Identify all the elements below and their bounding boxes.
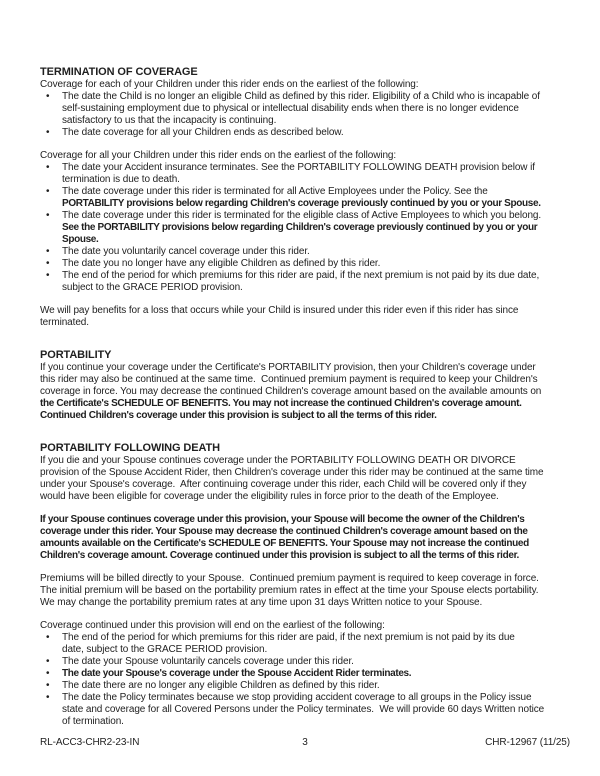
paragraph: [40, 573, 572, 609]
text-line: • The date your Spouse's coverage under the Spouse Accident Rider terminates.: [62, 668, 412, 679]
text-line: terminated.: [40, 317, 89, 328]
text-line: provision of the Spouse Accident Rider, then Children's coverage under this rider may be continued at the same time: [40, 467, 544, 478]
bullet-item: [40, 632, 572, 656]
text-line: Continued Children's coverage under this provision is subject to all the terms of this rider.: [40, 410, 437, 421]
text-line: Premiums will be billed directly to your Spouse. Continued premium payment is required to keep coverage in force.: [40, 573, 539, 584]
text-line: • The date there are no longer any eligible Children as defined by this rider.: [62, 680, 380, 691]
text-line: would have been eligible for coverage under the eligibility rules in force prior to the death of the Employee.: [40, 491, 499, 502]
page-footer: [40, 737, 570, 748]
bullet-item: [40, 246, 572, 258]
text-line: • The date the Child is no longer an eligible Child as defined by this rider. Eligibility of a Child who is incapable of: [62, 91, 540, 102]
section: [40, 340, 572, 433]
section: [40, 66, 572, 340]
text-line: We will pay benefits for a loss that occurs while your Child is insured under this rider even if this rider has since: [40, 305, 519, 316]
text-line: subject to the GRACE PERIOD provision.: [62, 282, 243, 293]
bullet-item: [40, 91, 572, 127]
text-line: Children's coverage amount. Coverage continued under this provision is subject to all the terms of this rider.: [40, 550, 519, 561]
bullet-item: [40, 210, 572, 246]
text-line: • The end of the period for which premiums for this rider are paid, if the next premium is not paid by its due date,: [62, 270, 540, 281]
bullet-list: [40, 162, 572, 294]
paragraph: [40, 362, 572, 422]
text-line: • The date the Policy terminates because we stop providing accident coverage to all groups in the Policy issue: [62, 692, 532, 703]
section: [40, 433, 572, 739]
bullet-item: [40, 186, 572, 210]
text-line: the Certificate's SCHEDULE OF BENEFITS. You may not increase the continued Children's coverage amount.: [40, 398, 522, 409]
bullet-item: [40, 127, 572, 139]
section-heading: PORTABILITY FOLLOWING DEATH: [40, 442, 221, 454]
text-line: of termination.: [62, 716, 124, 727]
footer-doc-code: CHR-12967 (11/25): [485, 737, 570, 748]
paragraph: [40, 620, 572, 632]
paragraph: [40, 79, 572, 91]
footer-form-number: RL-ACC3-CHR2-23-IN: [40, 737, 140, 748]
text-line: Coverage for all your Children under this rider ends on the earliest of the following:: [40, 150, 397, 161]
bullet-item: [40, 258, 572, 270]
text-line: If you continue your coverage under the Certificate's PORTABILITY provision, then your Children's coverage under: [40, 362, 536, 373]
text-line: If you die and your Spouse continues coverage under the PORTABILITY FOLLOWING DEATH OR DIVORCE: [40, 455, 516, 466]
text-line: The initial premium will be based on the portability premium rates in effect at the time your Spouse elects portability.: [40, 585, 539, 596]
text-line: state and coverage for all Covered Persons under the Policy terminates. We will provide 60 days Written notice: [62, 704, 545, 715]
text-line: satisfactory to us that the incapacity is continuing.: [62, 115, 277, 126]
text-line: • The date you voluntarily cancel coverage under this rider.: [62, 246, 310, 257]
bullet-item: [40, 668, 572, 680]
text-line: Coverage for each of your Children under this rider ends on the earliest of the following:: [40, 79, 419, 90]
text-line: • The date coverage for all your Children ends as described below.: [62, 127, 344, 138]
bullet-list: [40, 632, 572, 728]
paragraph: [40, 305, 572, 329]
text-line: amounts available on the Certificate's SCHEDULE OF BENEFITS. Your Spouse may not increase the continued: [40, 538, 529, 549]
paragraph: [40, 150, 572, 162]
text-line: PORTABILITY provisions below regarding Children's coverage previously continued by you or your Spouse.: [62, 198, 541, 209]
bullet-item: [40, 692, 572, 728]
paragraph: [40, 514, 572, 562]
text-line: If your Spouse continues coverage under this provision, your Spouse will become the owner of the Children's: [40, 514, 525, 525]
footer-page-number: 3: [302, 737, 308, 748]
paragraph: [40, 455, 572, 503]
text-line: coverage under this rider. Your Spouse may decrease the continued Children's coverage amount based on the: [40, 526, 528, 537]
bullet-item: [40, 270, 572, 294]
text-line: • The date your Spouse voluntarily cancels coverage under this rider.: [62, 656, 354, 667]
text-line: this rider may also be continued at the same time. Continued premium payment is required to keep your Children's: [40, 374, 538, 385]
text-line: Spouse.: [62, 234, 99, 245]
text-line: • The date coverage under this rider is terminated for the eligible class of Active Employees to which you belong.: [62, 210, 542, 221]
text-line: See the PORTABILITY provisions below regarding Children's coverage previously continued by you or your: [62, 222, 538, 233]
text-line: termination is due to death.: [62, 174, 180, 185]
text-line: Coverage continued under this provision will end on the earliest of the following:: [40, 620, 385, 631]
section-heading: PORTABILITY: [40, 349, 112, 361]
text-line: under your Spouse's coverage. After continuing coverage under this rider, each Child will be covered only if they: [40, 479, 527, 490]
document-body: [40, 66, 572, 739]
text-line: We may change the portability premium rates at any time upon 31 days Written notice to your Spouse.: [40, 597, 483, 608]
text-line: • The date you no longer have any eligible Children as defined by this rider.: [62, 258, 381, 269]
bullet-item: [40, 656, 572, 668]
section-heading: TERMINATION OF COVERAGE: [40, 66, 198, 78]
bullet-item: [40, 162, 572, 186]
text-line: coverage in force. You may decrease the continued Children's coverage amount based on the available amounts on: [40, 386, 542, 397]
bullet-item: [40, 680, 572, 692]
text-line: • The date your Accident insurance terminates. See the PORTABILITY FOLLOWING DEATH provision below if: [62, 162, 535, 173]
text-line: self-sustaining employment due to physical or intellectual disability ends when there is no longer evidence: [62, 103, 519, 114]
text-line: • The date coverage under this rider is terminated for all Active Employees under the Policy. See the: [62, 186, 488, 197]
text-line: • The end of the period for which premiums for this rider are paid, if the next premium is not paid by its due: [62, 632, 515, 643]
bullet-list: [40, 91, 572, 139]
text-line: date, subject to the GRACE PERIOD provision.: [62, 644, 268, 655]
